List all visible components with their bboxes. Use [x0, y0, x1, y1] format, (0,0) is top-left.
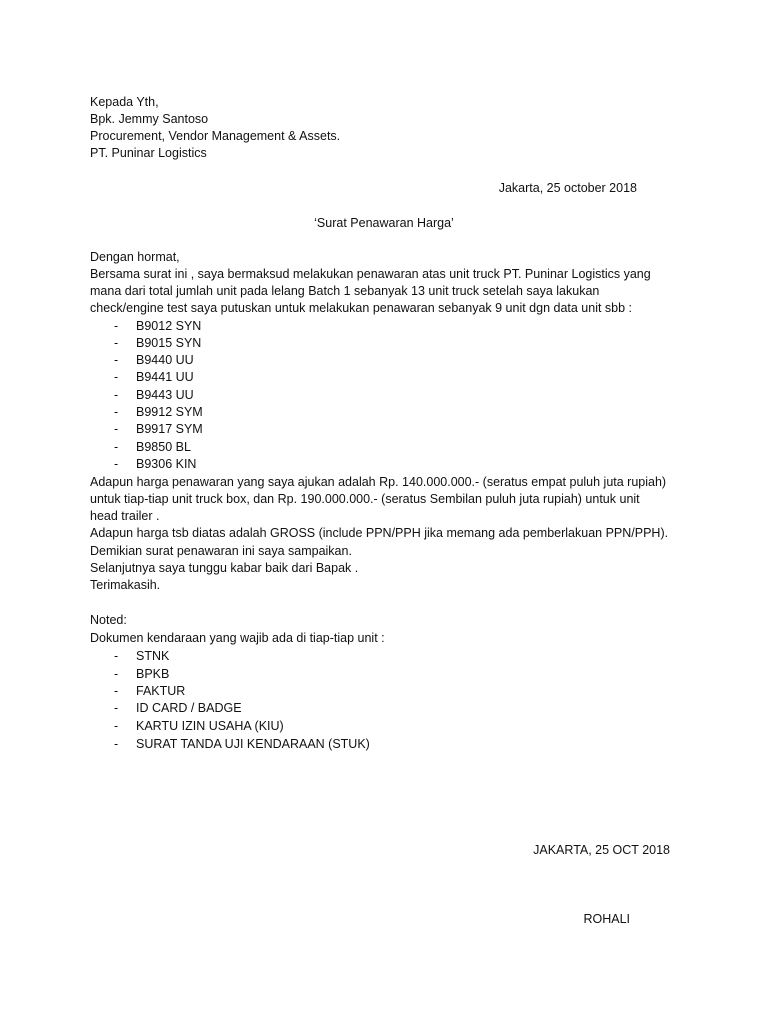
unit-label: B9440 UU	[136, 353, 194, 367]
unit-item	[114, 352, 194, 369]
document-item	[114, 648, 169, 665]
bullet-dash: -	[114, 701, 119, 715]
recipient-name: Bpk. Jemmy Santoso	[90, 112, 209, 126]
recipient-company: PT. Puninar Logistics	[90, 146, 207, 160]
unit-label: B9015 SYN	[136, 336, 202, 350]
unit-item	[114, 421, 203, 438]
bullet-dash: -	[114, 336, 119, 350]
unit-item	[114, 318, 201, 335]
body-line-6: Selanjutnya saya tunggu kabar baik dari Bapak .	[90, 561, 359, 575]
intro-line-2: mana dari total jumlah unit pada lelang Batch 1 sebanyak 13 unit truck setelah saya lakukan	[90, 284, 600, 298]
intro-line-1: Bersama surat ini , saya bermaksud melakukan penawaran atas unit truck PT. Puninar Logistics yang	[90, 267, 651, 281]
bullet-dash: -	[114, 719, 119, 733]
recipient-to: Kepada Yth,	[90, 95, 159, 109]
unit-item	[114, 387, 194, 404]
document-item	[114, 666, 169, 683]
letter-subject: ‘Surat Penawaran Harga’	[314, 216, 454, 230]
document-label: BPKB	[136, 667, 170, 681]
bullet-dash: -	[114, 667, 119, 681]
unit-item	[114, 369, 194, 386]
unit-label: B9441 UU	[136, 370, 194, 384]
noted-title: Noted:	[90, 613, 127, 627]
signature-date: JAKARTA, 25 OCT 2018	[533, 843, 670, 857]
document-item	[114, 683, 185, 700]
unit-label: B9917 SYM	[136, 422, 203, 436]
unit-label: B9012 SYN	[136, 319, 202, 333]
body-line-5: Demikian surat penawaran ini saya sampaikan.	[90, 544, 352, 558]
body-line-2: untuk tiap-tiap unit truck box, dan Rp. 190.000.000.- (seratus Sembilan puluh juta rupiah) untuk unit	[90, 492, 640, 506]
document-item	[114, 736, 370, 753]
unit-label: B9912 SYM	[136, 405, 203, 419]
place-date: Jakarta, 25 october 2018	[498, 181, 637, 195]
unit-item	[114, 335, 201, 352]
document-label: FAKTUR	[136, 684, 186, 698]
bullet-dash: -	[114, 684, 119, 698]
unit-label: B9443 UU	[136, 388, 194, 402]
bullet-dash: -	[114, 353, 119, 367]
document-label: SURAT TANDA UJI KENDARAAN (STUK)	[136, 737, 370, 751]
bullet-dash: -	[114, 457, 119, 471]
unit-label: B9306 KIN	[136, 457, 197, 471]
document-item	[114, 700, 242, 717]
noted-intro: Dokumen kendaraan yang wajib ada di tiap-tiap unit :	[90, 631, 385, 645]
recipient-dept: Procurement, Vendor Management & Assets.	[90, 129, 341, 143]
bullet-dash: -	[114, 737, 119, 751]
bullet-dash: -	[114, 422, 119, 436]
body-line-1: Adapun harga penawaran yang saya ajukan adalah Rp. 140.000.000.- (seratus empat puluh juta rupiah)	[90, 475, 667, 489]
bullet-dash: -	[114, 405, 119, 419]
body-line-7: Terimakasih.	[90, 578, 161, 592]
bullet-dash: -	[114, 649, 119, 663]
greeting: Dengan hormat,	[90, 250, 180, 264]
document-item	[114, 718, 284, 735]
document-label: KARTU IZIN USAHA (KIU)	[136, 719, 284, 733]
unit-item	[114, 404, 203, 421]
bullet-dash: -	[114, 440, 119, 454]
bullet-dash: -	[114, 319, 119, 333]
unit-item	[114, 456, 196, 473]
bullet-dash: -	[114, 388, 119, 402]
document-label: ID CARD / BADGE	[136, 701, 242, 715]
intro-line-3: check/engine test saya putuskan untuk melakukan penawaran sebanyak 9 unit dgn data unit sbb :	[90, 301, 633, 315]
document-label: STNK	[136, 649, 170, 663]
body-line-3: head trailer .	[90, 509, 160, 523]
bullet-dash: -	[114, 370, 119, 384]
signatory-name: ROHALI	[583, 912, 630, 926]
unit-item	[114, 439, 191, 456]
unit-label: B9850 BL	[136, 440, 191, 454]
body-line-4: Adapun harga tsb diatas adalah GROSS (include PPN/PPH jika memang ada pemberlakuan PPN/PPH).	[90, 526, 669, 540]
